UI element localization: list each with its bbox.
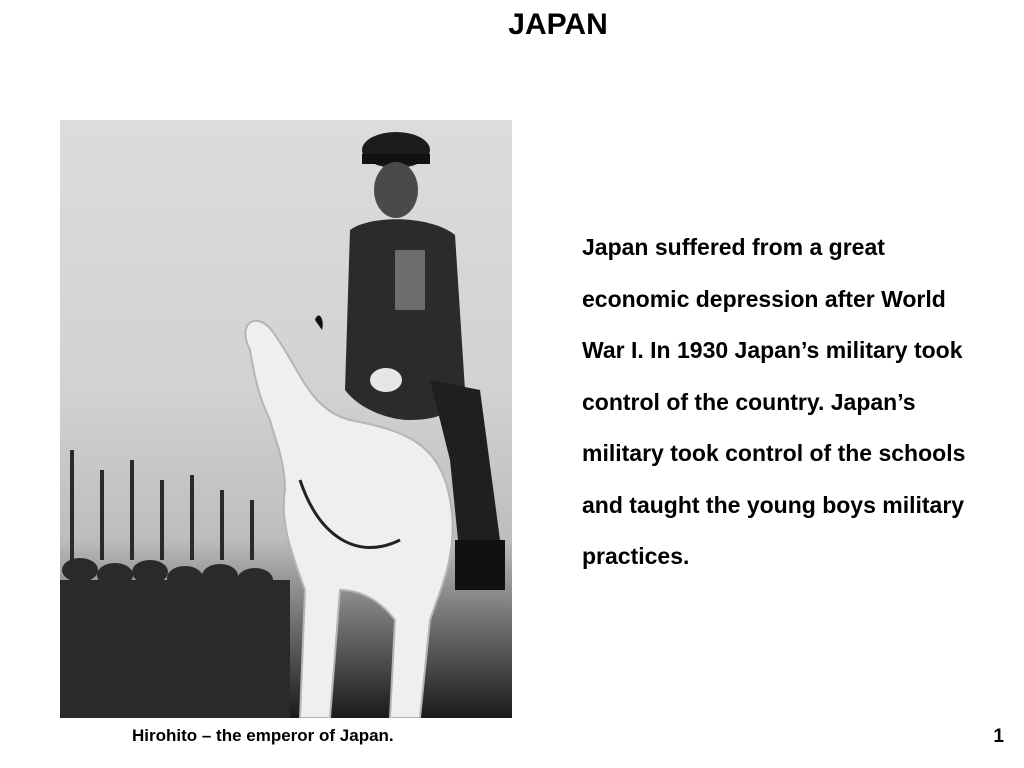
- photo-caption: Hirohito – the emperor of Japan.: [132, 726, 394, 745]
- horseback-photo-illustration: [60, 120, 512, 718]
- slide-title: JAPAN: [508, 8, 608, 41]
- body-paragraph: Japan suffered from a great economic depression after World War I. In 1930 Japan’s military took control of the country. Japan’s military took control of the schools and taught the young boys military practices.: [582, 234, 966, 569]
- hirohito-photo: [60, 120, 512, 718]
- page-number: 1: [993, 726, 1004, 747]
